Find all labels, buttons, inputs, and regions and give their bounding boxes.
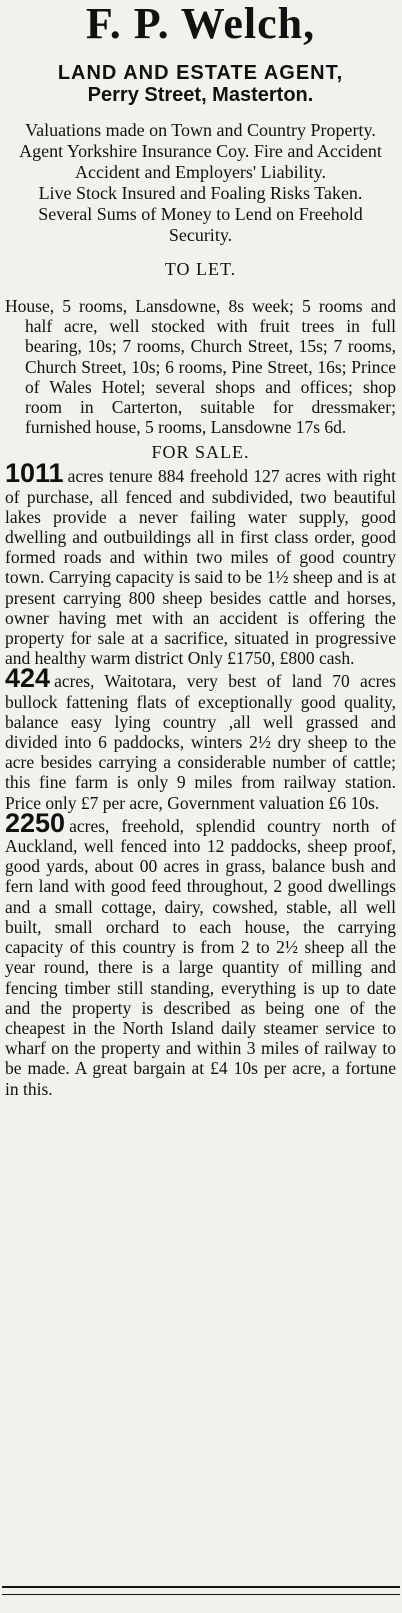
- listing-text: acres, freehold, splendid country north of Auckland, well fenced into 12 paddocks, sheep proof, good yards, about 00 acres in grass, balance bush and fern land with good feed throughout, 2 good dwellings and a small cottage, dairy, cowshed, stable, all well built, small orchard to each house, the carrying capacity of this country is from 2 to 2½ sheep all the year round, there is a large quantity of milling and fencing timber still standing, everything is up to date and the property is described as being one of the cheapest in the North Island daily steamer service to wharf on the property and within 3 miles of railway to be made. A great bargain at £4 10s per acre, a fortune in this.: [5, 815, 396, 1099]
- service-insurance-agent: Agent Yorkshire Insurance Coy. Fire and Accident: [19, 141, 382, 161]
- to-let-heading: TO LET.: [164, 259, 237, 279]
- agent-name: F. P. Welch,: [85, 0, 316, 48]
- listing-text: acres tenure 884 freehold 127 acres with right of purchase, all fenced and subdivided, two beautiful lakes provide a never failing water supply, good dwelling and outbuildings all in first class order, good formed roads and within two miles of good country town. Carrying capacity is said to be 1½ sheep and is at present carrying 800 sheep besides cattle and horses, owner having met with an accident is offering the property for sale at a sacrifice, situated in progressive and healthy warm district Only £1750, £800 cash.: [5, 466, 396, 669]
- listing-2250: [5, 807, 396, 1099]
- service-accident: Accident and Employers' Liability.: [74, 162, 326, 182]
- listing-number: 1011: [5, 458, 64, 489]
- to-let-text: House, 5 rooms, Lansdowne, 8s week; 5 rooms and half acre, well stocked with fruit trees in full bearing, 10s; 7 rooms, Church Street, 15s; 7 rooms, Church Street, 10s; 6 rooms, Pine Street, 16s; Prince of Wales Hotel; several shops and offices; shop room in Carterton, suitable for dressmaker; furnished house, 5 rooms, Lansdowne 17s 6d.: [5, 296, 396, 438]
- listing-number: 424: [5, 663, 51, 694]
- divider-rule: [2, 1594, 400, 1595]
- service-money-lending: Several Sums of Money to Lend on Freehold Security.: [38, 204, 363, 245]
- service-livestock: Live Stock Insured and Foaling Risks Taken.: [38, 183, 363, 203]
- listing-text: acres, Waitotara, very best of land 70 acres bullock fattening flats of exceptionally good quality, balance easy lying country ,all well grassed and divided into 6 paddocks, winters 2½ dry sheep to the acre besides carrying a considerable number of cattle; this fine farm is only 9 miles from railway station. Price only £7 per acre, Government valuation £6 10s.: [5, 671, 396, 813]
- agent-address: Perry Street, Masterton.: [87, 84, 314, 106]
- listing-number: 2250: [5, 807, 66, 838]
- agent-title: LAND AND ESTATE AGENT,: [57, 62, 344, 84]
- for-sale-heading: FOR SALE.: [151, 442, 250, 463]
- divider-rule: [2, 1586, 400, 1588]
- listing-424: [5, 663, 396, 813]
- listing-1011: [5, 458, 396, 669]
- service-valuations: Valuations made on Town and Country Property.: [25, 120, 376, 140]
- services-list: [5, 120, 396, 246]
